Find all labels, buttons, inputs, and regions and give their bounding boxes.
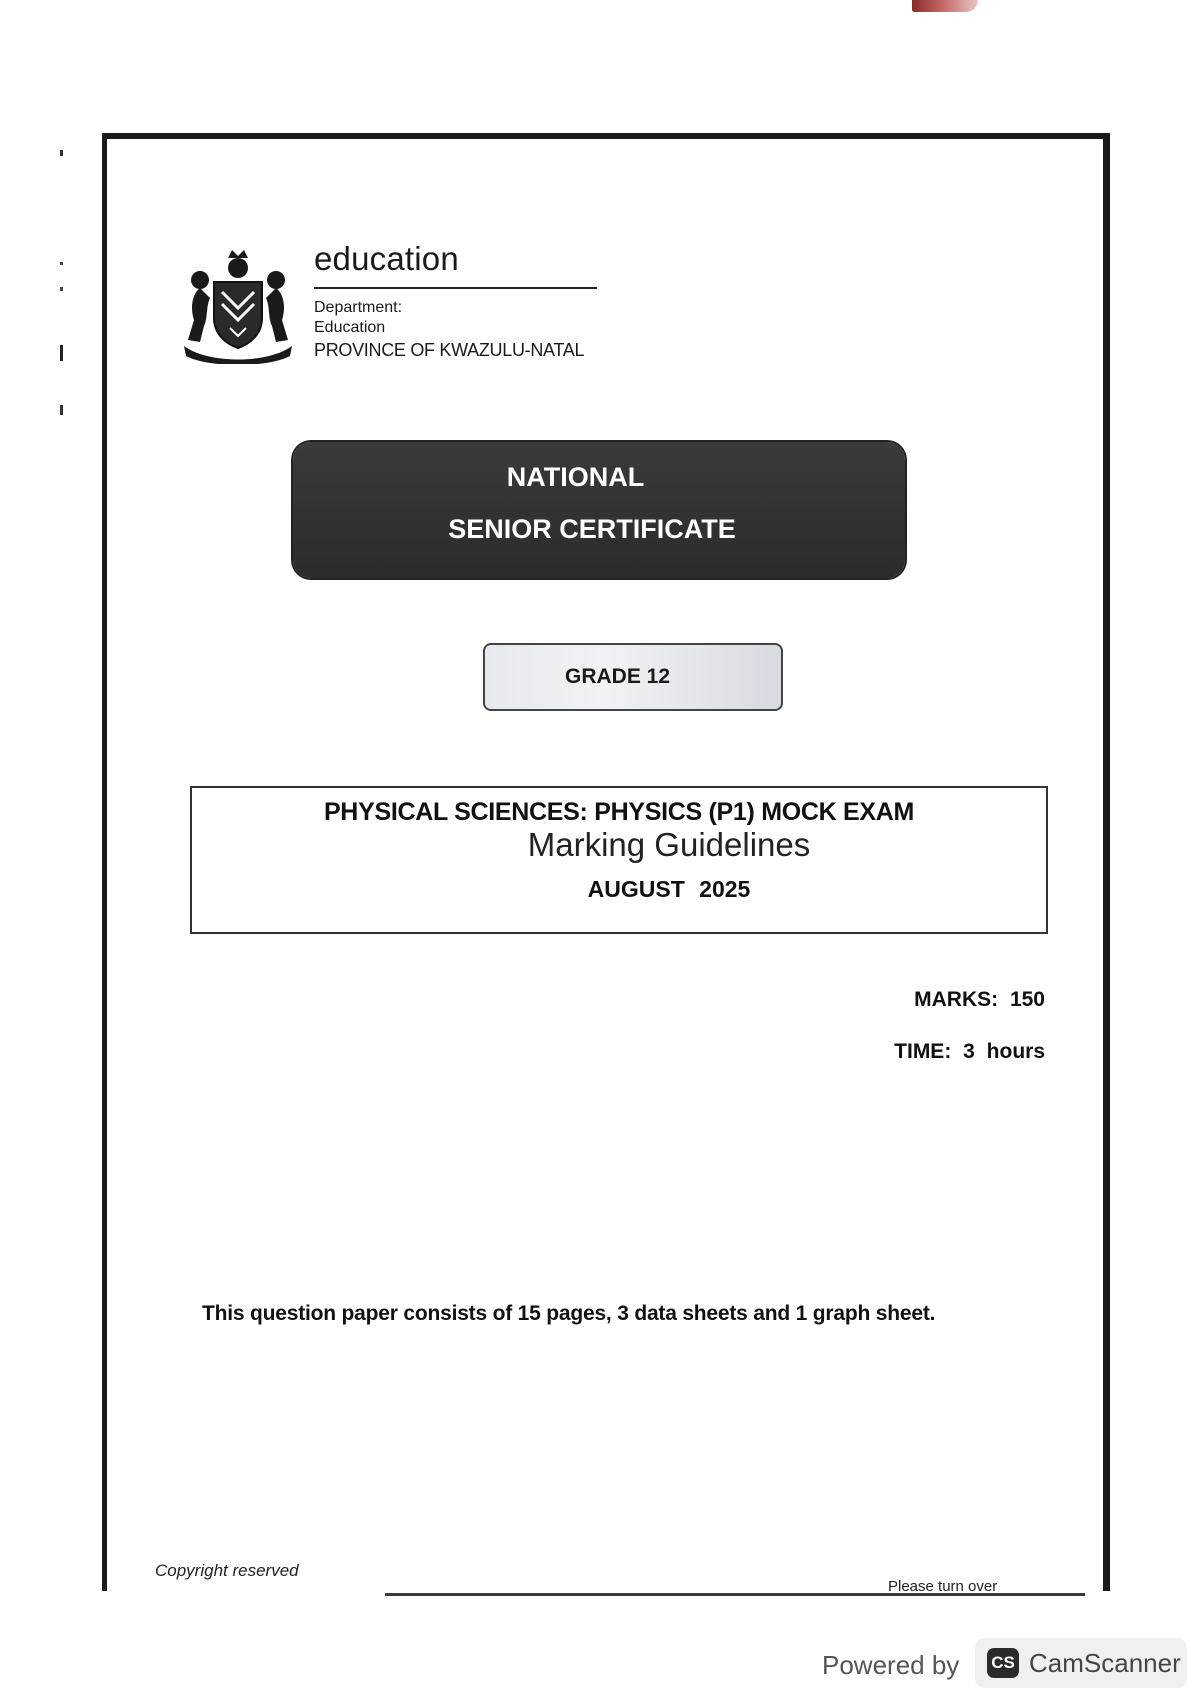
scan-mark [60, 287, 63, 291]
letterhead-word: education [314, 240, 459, 277]
exam-date: AUGUST 2025 [587, 876, 751, 902]
department-name: Education [314, 319, 386, 336]
title-block [190, 786, 1048, 934]
coat-of-arms-icon [178, 248, 298, 364]
scan-mark [60, 150, 63, 156]
copyright-notice: Copyright reserved [155, 1561, 299, 1580]
scan-mark [912, 0, 978, 12]
camscanner-badge [975, 1638, 1187, 1688]
time-allowed: TIME: 3 hours [894, 1040, 1045, 1063]
camscanner-logo-icon: CS [987, 1648, 1019, 1678]
banner-line-national: NATIONAL [506, 462, 645, 492]
letterhead-province: PROVINCE OF KWAZULU-NATAL [314, 340, 585, 360]
bottom-rule [385, 1593, 1085, 1596]
subject-title: PHYSICAL SCIENCES: PHYSICS (P1) MOCK EXAM [323, 798, 915, 826]
pages-note: This question paper consists of 15 pages, 3 data sheets and 1 graph sheet. [202, 1302, 936, 1325]
document-type: Marking Guidelines [527, 826, 811, 863]
turn-over-note: Please turn over [888, 1578, 998, 1591]
banner-line-senior-certificate: SENIOR CERTIFICATE [448, 514, 736, 544]
scan-mark [60, 262, 63, 265]
camscanner-brand: CamScanner [1029, 1648, 1181, 1678]
letterhead-department [314, 298, 402, 338]
scan-mark [60, 345, 63, 361]
department-label: Department: [314, 299, 403, 316]
grade-box [483, 643, 783, 711]
letterhead-rule [314, 287, 597, 289]
scan-mark [60, 405, 63, 415]
total-marks: MARKS: 150 [914, 988, 1045, 1011]
nsc-banner [293, 442, 905, 578]
grade-label: GRADE 12 [565, 665, 671, 688]
powered-by-label: Powered by [822, 1650, 960, 1680]
